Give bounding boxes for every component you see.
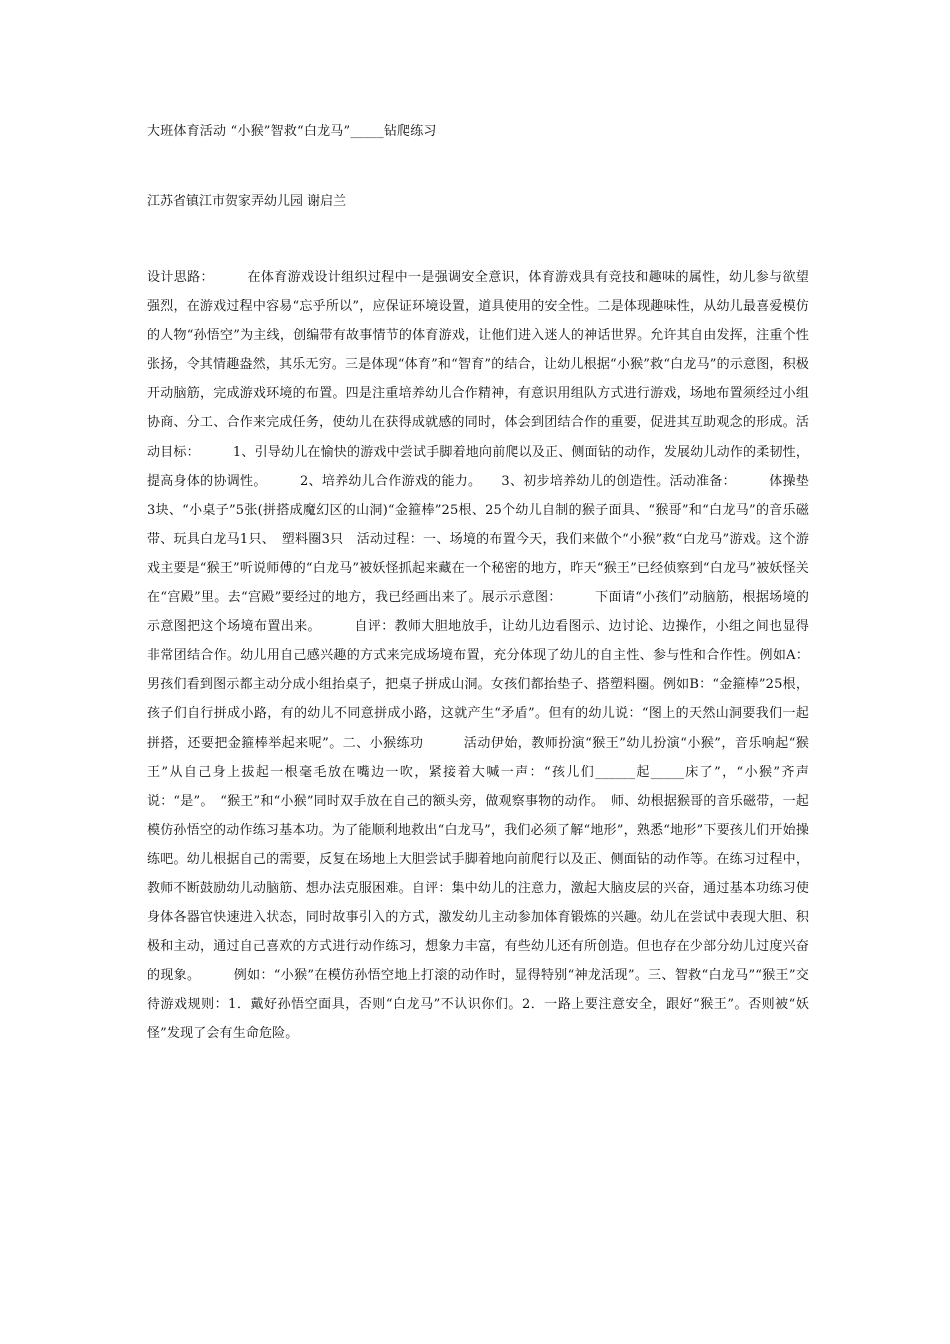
- document-author: 江苏省镇江市贺家弄幼儿园 谢启兰: [147, 194, 347, 209]
- document-title: 大班体育活动 “小猴”智救“白龙马”_____钻爬练习: [147, 124, 437, 139]
- document-body: 设计思路： 在体育游戏设计组织过程中一是强调安全意识，体育游戏具有竞技和趣味的属性，幼儿参与欲望强烈，在游戏过程中容易“忘乎所以”，应保证环境设置，道具使用的安全性。二是体现趣味性，从幼儿最喜爱模仿的人物“孙悟空”为主线，创编带有故事情节的体育游戏，让他们进入迷人的神话世界。允许其自由发挥，注重个性张扬，令其情趣盎然，其乐无穷。三是体现“体育”和“智育”的结合，让幼儿根据“小猴”救“白龙马”的示意图，积极开动脑筋，完成游戏环境的布置。四是注重培养幼儿合作精神，有意识用组队方式进行游戏，场地布置须经过小组协商、分工、合作来完成任务，使幼儿在获得成就感的同时，体会到团结合作的重要，促进其互助观念的形成。活动目标： 1、引导幼儿在愉快的游戏中尝试手脚着地向前爬以及正、侧面钻的动作，发展幼儿动作的柔韧性，提高身体的协调性。 2、培养幼儿合作游戏的能力。 3、初步培养幼儿的创造性。活动准备： 体操垫3块、“小桌子”5张(拼搭成魔幻区的山洞)“金箍棒”25根、25个幼儿自制的猴子面具、“猴哥”和“白龙马”的音乐磁带、玩具白龙马1只、 塑料圈3只 活动过程：一、场境的布置今天，我们来做个“小猴”救“白龙马”游戏。这个游戏主要是“猴王”听说师傅的“白龙马”被妖怪抓起来藏在一个秘密的地方，昨天“猴王”已经侦察到“白龙马”被妖怪关在“宫殿”里。去“宫殿”要经过的地方，我已经画出来了。展示示意图： 下面请“小孩们”动脑筋，根据场境的示意图把这个场境布置出来。 自评：教师大胆地放手，让幼儿边看图示、边讨论、边操作，小组之间也显得非常团结合作。幼儿用自己感兴趣的方式来完成场境布置，充分体现了幼儿的自主性、参与性和合作性。例如A：男孩们看到图示都主动分成小组抬桌子，把桌子拼成山洞。女孩们都抬垫子、搭塑料圈。例如B：“金箍棒”25根，孩子们自行拼成小路，有的幼儿不同意拼成小路，这就产生“矛盾”。但有的幼儿说：“图上的天然山洞要我们一起拼搭，还要把金箍棒举起来呢”。二、小猴练功 活动伊始，教师扮演“猴王”幼儿扮演“小猴”，音乐响起“猴王”从自己身上拔起一根毫毛放在嘴边一吹，紧接着大喊一声：“孩儿们______起_____床了”，“小猴”齐声说：“是”。 “猴王”和“小猴”同时双手放在自己的额头旁，做观察事物的动作。 师、幼根据猴哥的音乐磁带，一起模仿孙悟空的动作练习基本功。为了能顺利地救出“白龙马”，我们必须了解“地形”，熟悉“地形”下要孩儿们开始操练吧。幼儿根据自己的需要，反复在场地上大胆尝试手脚着地向前爬行以及正、侧面钻的动作等。在练习过程中，教师不断鼓励幼儿动脑筋、想办法克服困难。自评：集中幼儿的注意力，激起大脑皮层的兴奋，通过基本功练习使身体各器官快速进入状态，同时故事引入的方式，激发幼儿主动参加体育锻炼的兴趣。幼儿在尝试中表现大胆、积极和主动，通过自己喜欢的方式进行动作练习，想象力丰富，有些幼儿还有所创造。但也存在少部分幼儿过度兴奋的现象。 例如：“小猴”在模仿孙悟空地上打滚的动作时，显得特别“神龙活现”。三、智救“白龙马”“猴王”交待游戏规则：1．戴好孙悟空面具，否则“白龙马”不认识你们。2．一路上要注意安全，跟好“猴王”。否则被“妖怪”发现了会有生命危险。: [147, 270, 809, 1042]
